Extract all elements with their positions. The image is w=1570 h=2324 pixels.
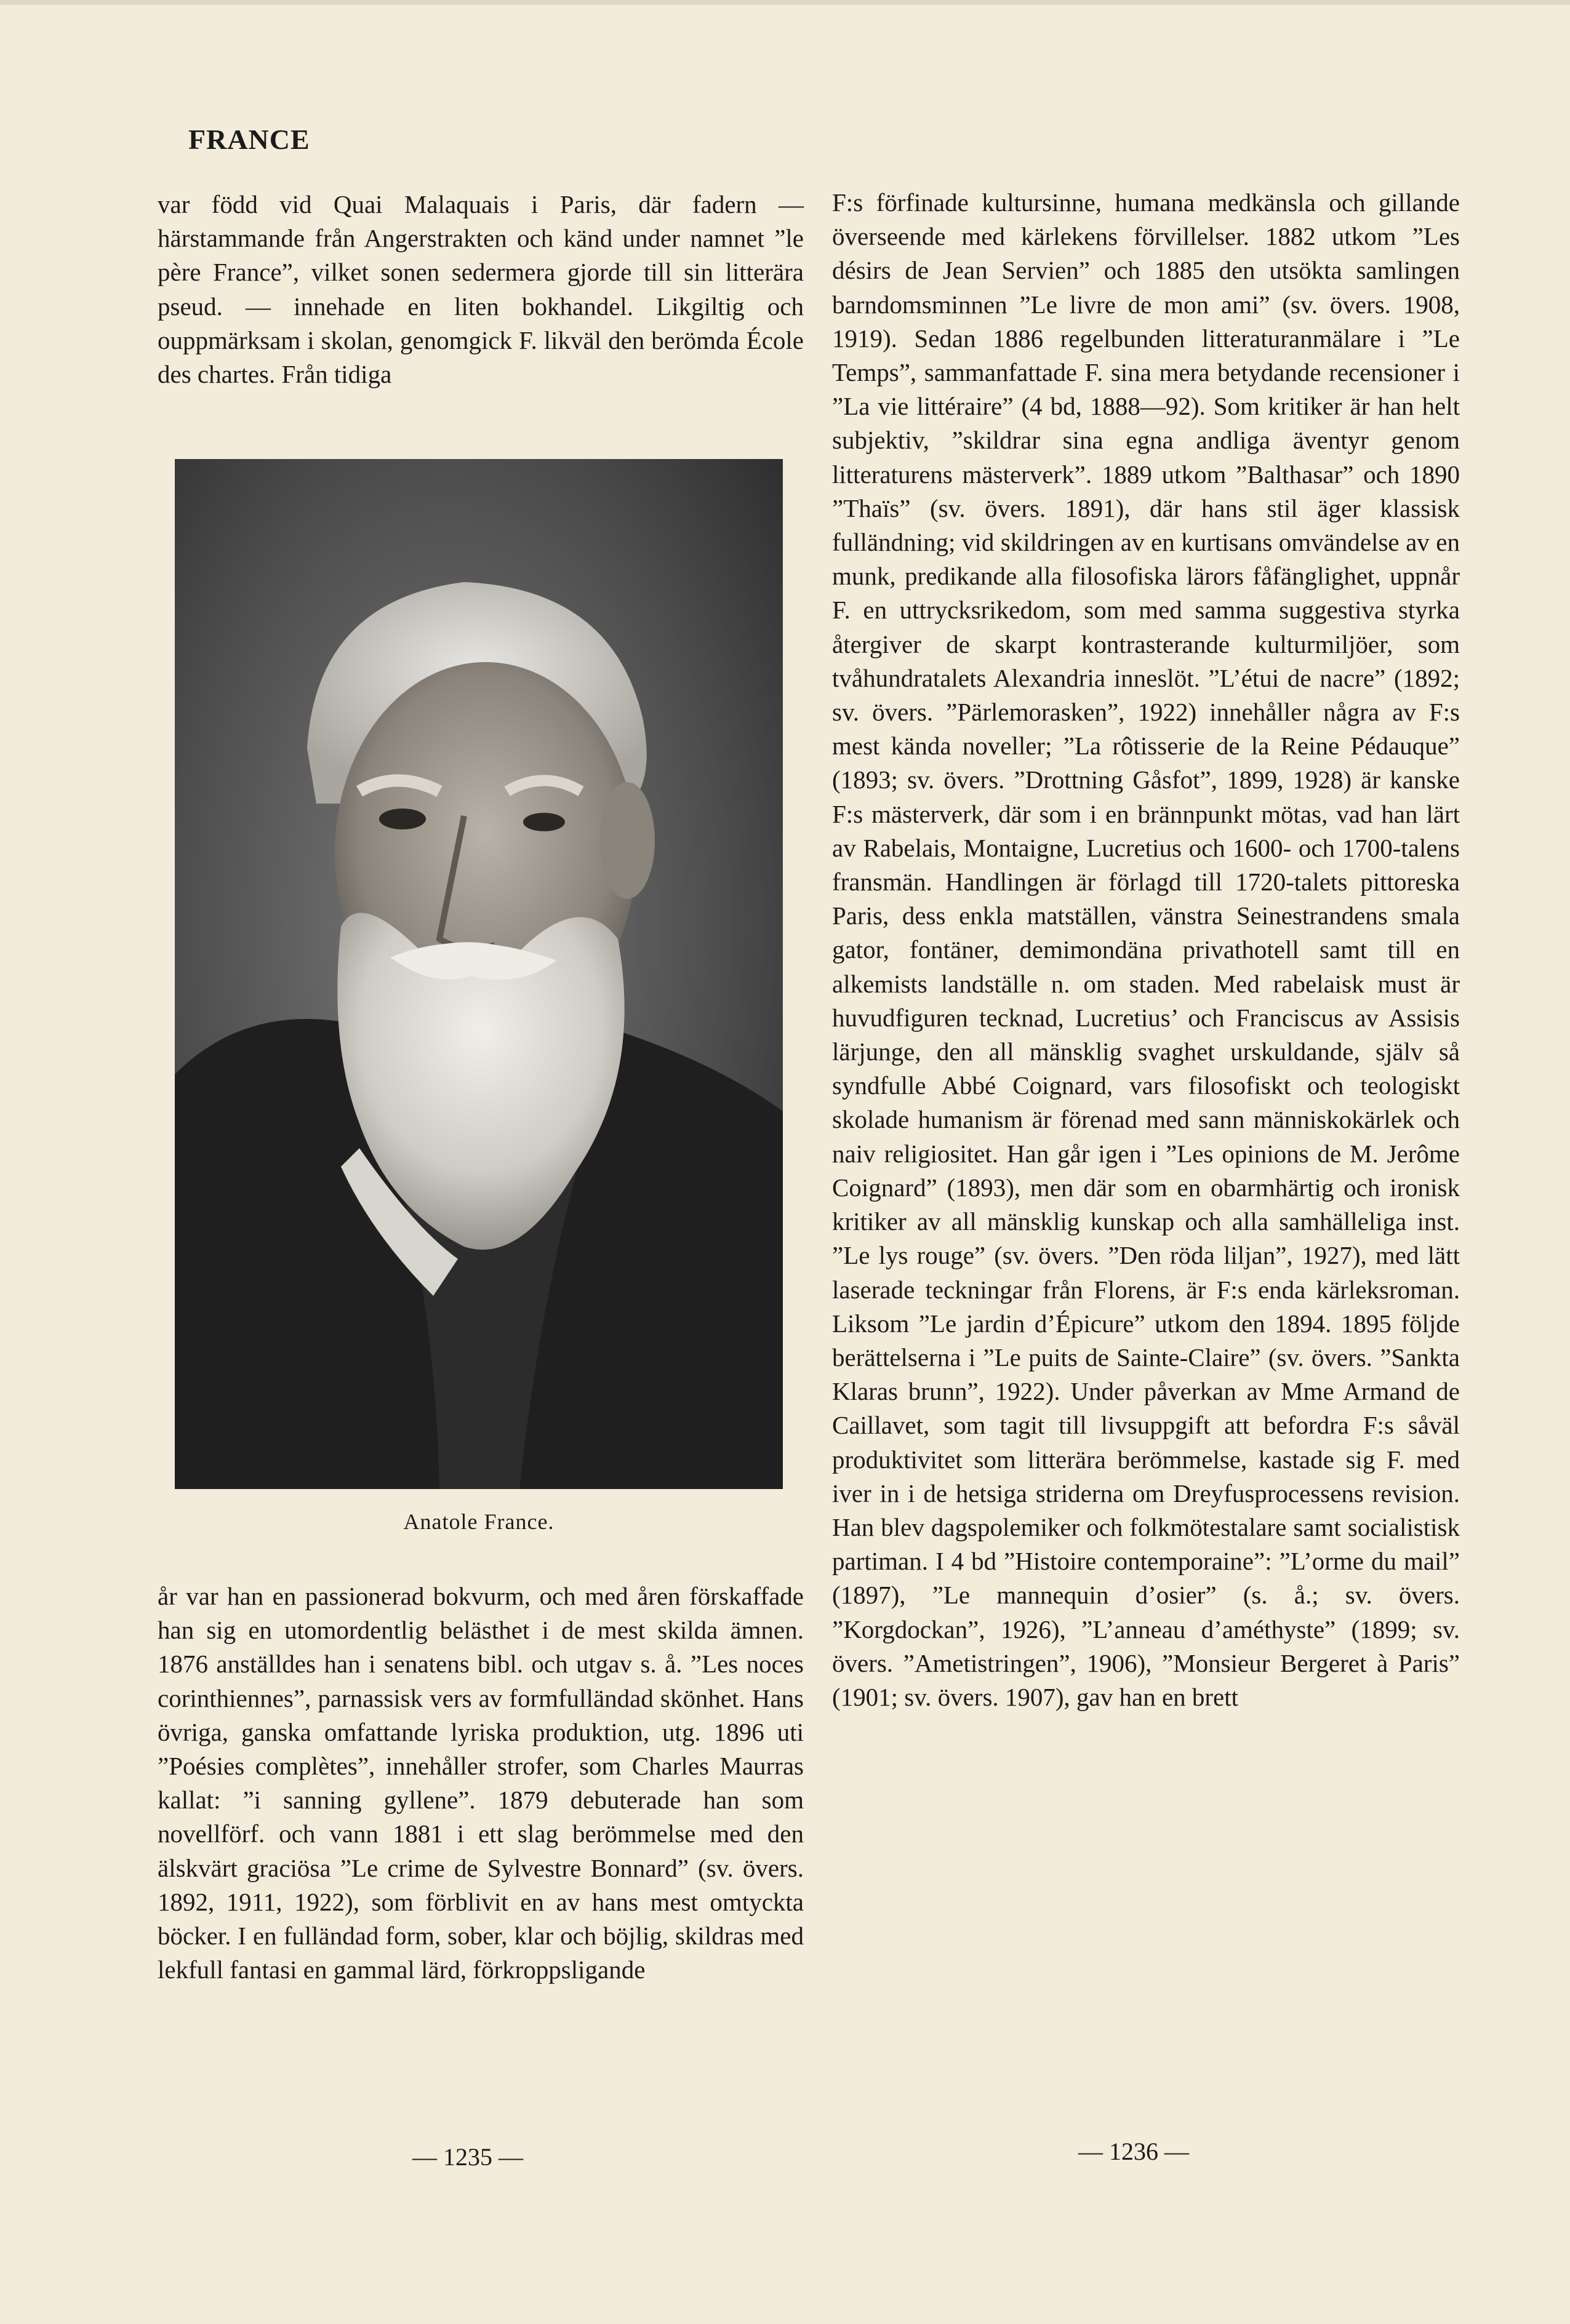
page-header: FRANCE bbox=[188, 124, 310, 155]
right-column-text: F:s förfinade kultursinne, humana medkänsla och gillande överseende med kärlekens förvillelser. 1882 utkom ”Les désirs de Jean Servien” och 1885 den utsökta samlingen barndomsminnen ”Le livre de mon ami” (sv. övers. 1908, 1919). Sedan 1886 regelbunden litteraturanmälare i ”Le Temps”, sammanfattade F. sina mera betydande recensioner i ”La vie littéraire” (4 bd, 1888—92). Som kritiker är han helt subjektiv, ”skildrar sina egna andliga äventyr genom litteraturens mästerverk”. 1889 utkom ”Balthasar” och 1890 ”Thaïs” (sv. övers. 1891), där hans stil äger klassisk fulländning; vid skildringen av en kurtisans omvändelse av en munk, predikande alla filosofiska lärors fåfänglighet, uppnår F. en uttrycksrikedom, som med samma suggestiva styrka återgiver de skarpt kontrasterande kulturmiljöer, som tvåhundratalets Alexandria inneslöt. ”L’étui de nacre” (1892; sv. övers. ”Pärlemorasken”, 1922) innehåller några av F:s mest kända noveller; ”La rôtisserie de la Reine Pédauque” (1893; sv. övers. ”Drottning Gåsfot”, 1899, 1928) är kanske F:s mästerverk, där som i en brännpunkt mötas, vad han lärt av Rabelais, Montaigne, Lucretius och 1600- och 1700-talens fransmän. Handlingen är förlagd till 1720-talets pittoreska Paris, dess enkla matställen, vänstra Seinestrandens smala gator, fontäner, demimondäna privathotell samt till en alkemists landställe n. om staden. Med rabelaisk must är huvudfiguren tecknad, Lucretius’ och Franciscus av Assisis lärjunge, den all mänsklig svaghet urskuldande, själv så syndfulle Abbé Coignard, vars filosofiskt och teologiskt skolade humanism är förenad med sann människokärlek och naiv religiositet. Han går igen i ”Les opinions de M. Jerôme Coignard” (1893), men där som en obarmhärtig och ironisk kritiker av all mänsklig kunskap och alla samhälleliga inst. ”Le lys rouge” (sv. övers. ”Den röda liljan”, 1927), med lätt laserade teckningar från Florens, är F:s enda kärleksroman. Liksom ”Le jardin d’Épicure” utkom den 1894. 1895 följde berättelserna i ”Le puits de Sainte-Claire” (sv. övers. ”Sankta Klaras brunn”, 1922). Under påverkan av Mme Armand de Caillavet, som tagit till livsuppgift att befordra F:s såväl produktivitet som litterära berömmelse, kastade sig F. med iver in i de hetsiga striderna om Dreyfusprocessens revision. Han blev dagspolemiker och folkmötestalare samt socialistisk partiman. I 4 bd ”Histoire contemporaine”: ”L’orme du mail” (1897), ”Le mannequin d’osier” (s. å.; sv. övers. ”Korgdockan”, 1926), ”L’anneau d’améthyste” (1899; sv. övers. ”Ametistringen”, 1906), ”Monsieur Bergeret à Paris” (1901; sv. övers. 1907), gav han en brett bbox=[832, 188, 1460, 1711]
portrait-illustration bbox=[175, 459, 783, 1489]
right-column bbox=[832, 186, 1460, 1714]
page-number-right: — 1236 — bbox=[1078, 2138, 1189, 2165]
left-column-bottom bbox=[158, 1579, 804, 1987]
left-column-top bbox=[158, 188, 804, 391]
left-column-top-text: var född vid Quai Malaquais i Paris, där fadern — härstammande från Angerstrakten och känd under namnet ”le père France”, vilket sonen sedermera gjorde till sin litterära pseud. — innehade en liten bokhandel. Likgiltig och ouppmärksam i skolan, genomgick F. likväl den berömda École des chartes. Från tidiga bbox=[158, 190, 804, 389]
left-column-bottom-text: år var han en passionerad bokvurm, och med åren förskaffade han sig en utomordentlig belästhet i de mest skilda ämnen. 1876 anställdes han i senatens bibl. och utgav s. å. ”Les noces corinthiennes”, parnassisk vers av formfulländad skönhet. Hans övriga, ganska omfattande lyriska produktion, utg. 1896 uti ”Poésies complètes”, innehåller strofer, som Charles Maurras kallat: ”i sanning gyllene”. 1879 debuterade han som novellförf. och vann 1881 i ett slag berömmelse med den älskvärt graciösa ”Le crime de Sylvestre Bonnard” (sv. övers. 1892, 1911, 1922), som förblivit en av hans mest omtyckta böcker. I en fulländad form, sober, klar och böjlig, skildras med lekfull fantasi en gammal lärd, förkroppsligande bbox=[158, 1582, 804, 1984]
portrait-caption: Anatole France. bbox=[403, 1509, 555, 1534]
portrait-photo bbox=[175, 459, 783, 1489]
page-number-left: — 1235 — bbox=[412, 2143, 523, 2171]
page-top-edge bbox=[0, 0, 1570, 5]
